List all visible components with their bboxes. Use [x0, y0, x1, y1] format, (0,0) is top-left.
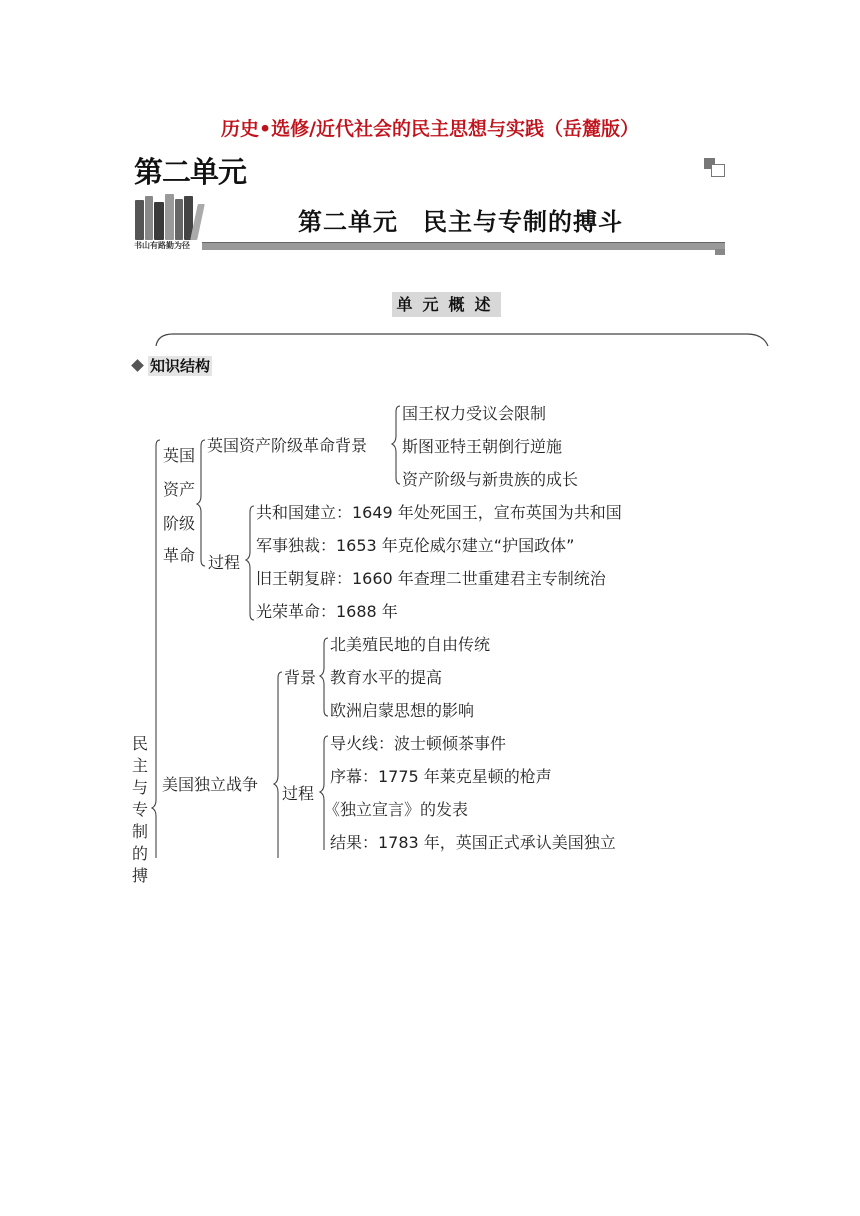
- document-title: 历史•选修/近代社会的民主思想与实践（岳麓版）: [220, 118, 640, 140]
- england-background-item: 国王权力受议会限制: [402, 404, 547, 423]
- knowledge-structure-label: 知识结构: [133, 355, 212, 376]
- england-process-item: 军事独裁：1653 年克伦威尔建立“护国政体”: [256, 536, 575, 555]
- america-process-item: 结果：1783 年，英国正式承认美国独立: [330, 833, 616, 852]
- england-process-label: 过程: [208, 553, 241, 572]
- england-label-2: 资产: [163, 480, 196, 499]
- america-background-label: 背景: [284, 668, 317, 687]
- england-process-item: 旧王朝复辟：1660 年查理二世重建君主专制统治: [256, 569, 606, 588]
- america-background-item: 教育水平的提高: [330, 668, 443, 687]
- england-process-item: 光荣革命：1688 年: [256, 602, 398, 621]
- america-process-item: 《独立宣言》的发表: [324, 800, 469, 819]
- england-label-4: 革命: [163, 546, 196, 565]
- america-process-item: 导火线：波士顿倾茶事件: [330, 734, 507, 753]
- slogan: 书山有路勤为径: [134, 241, 190, 250]
- england-background-item: 资产阶级与新贵族的成长: [402, 470, 579, 489]
- england-label-1: 英国: [163, 446, 196, 465]
- america-background-item: 北美殖民地的自由传统: [330, 635, 491, 654]
- chapter-title: 第二单元 民主与专制的搏斗: [298, 208, 623, 236]
- america-background-item: 欧洲启蒙思想的影响: [330, 701, 475, 720]
- mindmap-root: 民主与专制的搏: [131, 734, 148, 885]
- england-process-item: 共和国建立：1649 年处死国王，宣布英国为共和国: [256, 503, 622, 522]
- overview-label: 单元概述: [392, 292, 501, 317]
- america-label: 美国独立战争: [162, 775, 259, 794]
- america-process-item: 序幕：1775 年莱克星顿的枪声: [330, 767, 552, 786]
- america-process-label: 过程: [282, 784, 315, 803]
- unit-heading: 第二单元: [134, 155, 247, 189]
- england-label-3: 阶级: [163, 514, 196, 533]
- england-background-label: 英国资产阶级革命背景: [207, 436, 368, 455]
- england-background-item: 斯图亚特王朝倒行逆施: [402, 437, 563, 456]
